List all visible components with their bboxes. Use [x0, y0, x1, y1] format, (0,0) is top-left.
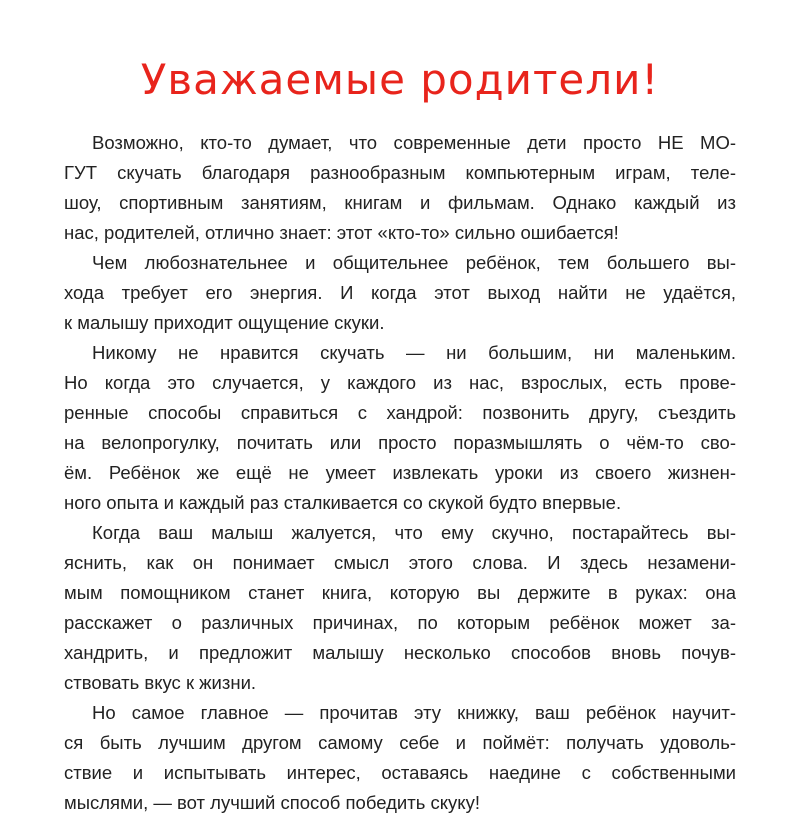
text-line: Возможно, кто-то думает, что современные дети просто НЕ МО-	[92, 132, 736, 153]
paragraph-5	[64, 698, 736, 818]
paragraph-2	[64, 248, 736, 338]
text-line: хандрить, и предложит малышу несколько способов вновь почув-	[64, 642, 736, 663]
text-line: к малышу приходит ощущение скуки.	[64, 312, 385, 333]
paragraph-1	[64, 128, 736, 248]
text-line: мым помощником станет книга, которую вы держите в руках: она	[64, 582, 736, 603]
text-line: нас, родителей, отлично знает: этот «кто-то» сильно ошибается!	[64, 222, 619, 243]
text-line: хода требует его энергия. И когда этот выход найти не удаётся,	[64, 282, 736, 303]
text-line: Когда ваш малыш жалуется, что ему скучно, постарайтесь вы-	[92, 522, 736, 543]
page-title: Уважаемые родители!	[140, 55, 660, 104]
text-line: Никому не нравится скучать — ни большим, ни маленьким.	[92, 342, 736, 363]
text-line: ся быть лучшим другом самому себе и поймёт: получать удоволь-	[64, 732, 736, 753]
text-line: ного опыта и каждый раз сталкивается со скукой будто впервые.	[64, 492, 622, 513]
text-line: шоу, спортивным занятиям, книгам и фильмам. Однако каждый из	[64, 192, 736, 213]
text-line: Чем любознательнее и общительнее ребёнок, тем большего вы-	[92, 252, 736, 273]
text-line: мыслями, — вот лучший способ победить скуку!	[64, 792, 480, 813]
paragraph-3	[64, 338, 736, 518]
text-line: расскажет о различных причинах, по которым ребёнок может за-	[64, 612, 736, 633]
text-line: Но самое главное — прочитав эту книжку, ваш ребёнок научит-	[92, 702, 736, 723]
paragraph-4	[64, 518, 736, 698]
text-line: ём. Ребёнок же ещё не умеет извлекать уроки из своего жизнен-	[64, 462, 736, 483]
text-line: на велопрогулку, почитать или просто поразмышлять о чём-то сво-	[64, 432, 736, 453]
text-line: ствие и испытывать интерес, оставаясь наедине с собственными	[64, 762, 736, 783]
text-line: Но когда это случается, у каждого из нас, взрослых, есть прове-	[64, 372, 736, 393]
body-text	[64, 128, 736, 818]
text-line: ствовать вкус к жизни.	[64, 672, 257, 693]
text-line: ГУТ скучать благодаря разнообразным компьютерным играм, теле-	[64, 162, 736, 183]
text-line: яснить, как он понимает смысл этого слова. И здесь незамени-	[64, 552, 736, 573]
text-line: ренные способы справиться с хандрой: позвонить другу, съездить	[64, 402, 736, 423]
